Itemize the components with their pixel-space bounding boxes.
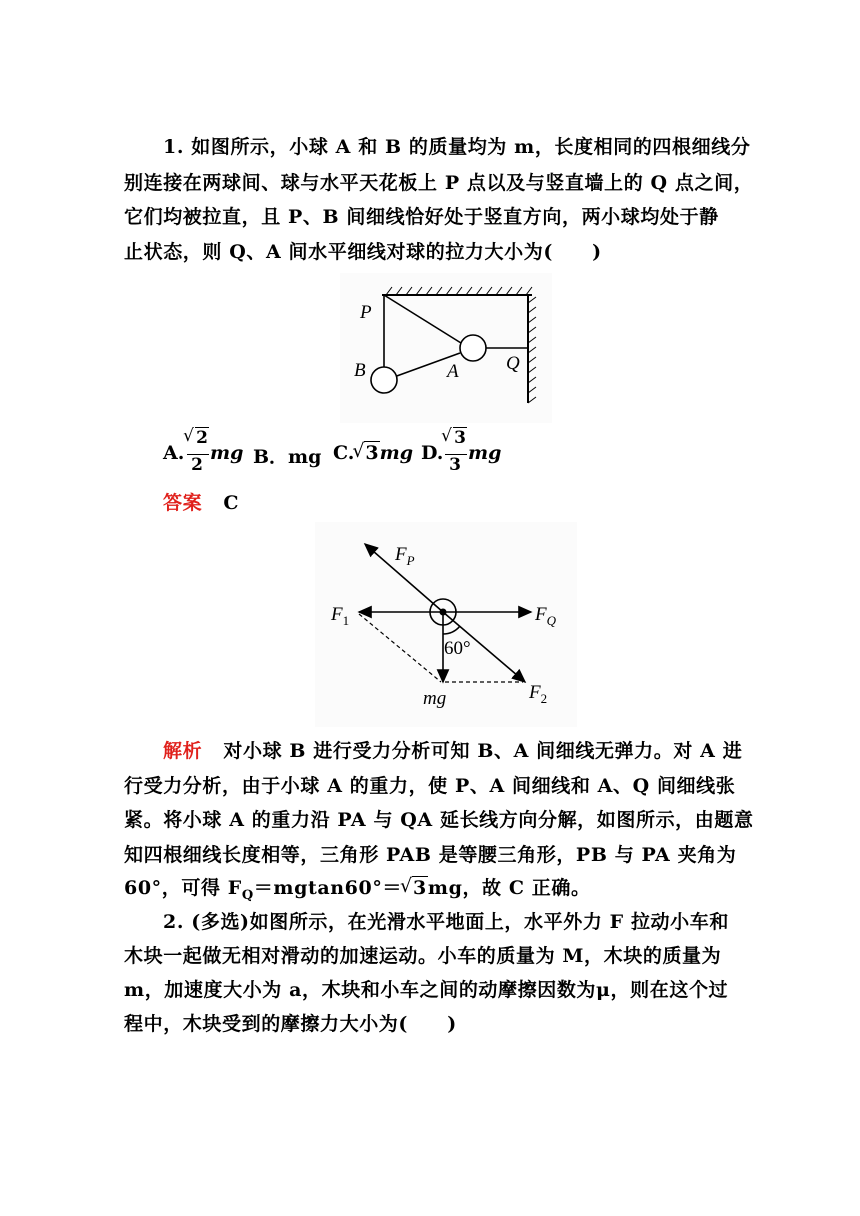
answer-label: 答案 bbox=[163, 492, 203, 514]
q2-line-4: 程中，木块受到的摩擦力大小为( ) bbox=[124, 1013, 457, 1035]
q1-line-3: 它们均被拉直，且 P、B 间细线恰好处于竖直方向，两小球均处于静 bbox=[124, 206, 719, 228]
q1-line-4: 止状态，则 Q、A 间水平细线对球的拉力大小为( ) bbox=[124, 241, 602, 263]
svg-text:60°: 60° bbox=[444, 638, 471, 659]
q2-line-1: 2. (多选)如图所示，在光滑水平地面上，水平外力 F 拉动小车和 bbox=[163, 911, 729, 933]
q2-line-3: m，加速度大小为 a，木块和小车之间的动摩擦因数为μ，则在这个过 bbox=[124, 979, 729, 1001]
answer-value: C bbox=[223, 492, 240, 514]
option-b[interactable]: B．mg bbox=[253, 446, 322, 468]
svg-text:FQ: $F_Q$ bbox=[535, 604, 556, 628]
label-a: A bbox=[447, 361, 459, 382]
option-c[interactable]: C.√ 3mg bbox=[333, 442, 413, 494]
analysis-label: 解析 bbox=[163, 740, 203, 762]
q1-options: A. √ 2 2 mg B．mg C.√ 3mg D. √ 3 3 mg bbox=[163, 428, 583, 480]
q1-figure bbox=[340, 273, 552, 423]
q1-answer bbox=[163, 491, 744, 515]
svg-text:F1: $F_1$ bbox=[331, 604, 350, 628]
label-q: Q bbox=[506, 353, 520, 374]
q1-force-diagram bbox=[315, 522, 577, 727]
svg-text:FP: $F_P$ bbox=[395, 544, 415, 568]
svg-text:mg: mg bbox=[423, 688, 447, 709]
analysis-line-2: 行受力分析，由于小球 A 的重力，使 P、A 间细线和 A、Q 间细线张 bbox=[124, 775, 736, 797]
analysis-line-1: 解析 对小球 B 进行受力分析可知 B、A 间细线无弹力。对 A 进 bbox=[163, 740, 743, 762]
label-p: P bbox=[360, 302, 372, 323]
analysis-line-4: 知四根细线长度相等，三角形 PAB 是等腰三角形，PB 与 PA 夹角为 bbox=[124, 844, 737, 866]
analysis-line-5: 60°，可得 $F_Q=mgtan60^\circ=√$ 3mg，故 C 正确。 bbox=[124, 876, 744, 908]
analysis-line-3: 紧。将小球 A 的重力沿 PA 与 QA 延长线方向分解，如图所示，由题意 bbox=[124, 809, 754, 831]
label-b: B bbox=[354, 360, 366, 381]
q1-line-2: 别连接在两球间、球与水平天花板上 P 点以及与竖直墙上的 Q 点之间， bbox=[124, 172, 754, 194]
q2-line-2: 木块一起做无相对滑动的加速运动。小车的质量为 M，木块的质量为 bbox=[124, 945, 722, 967]
svg-text:F2: $F_2$ bbox=[529, 682, 548, 706]
q1-line-1: 1. 如图所示，小球 A 和 B 的质量均为 m，长度相同的四根细线分 bbox=[163, 136, 751, 158]
